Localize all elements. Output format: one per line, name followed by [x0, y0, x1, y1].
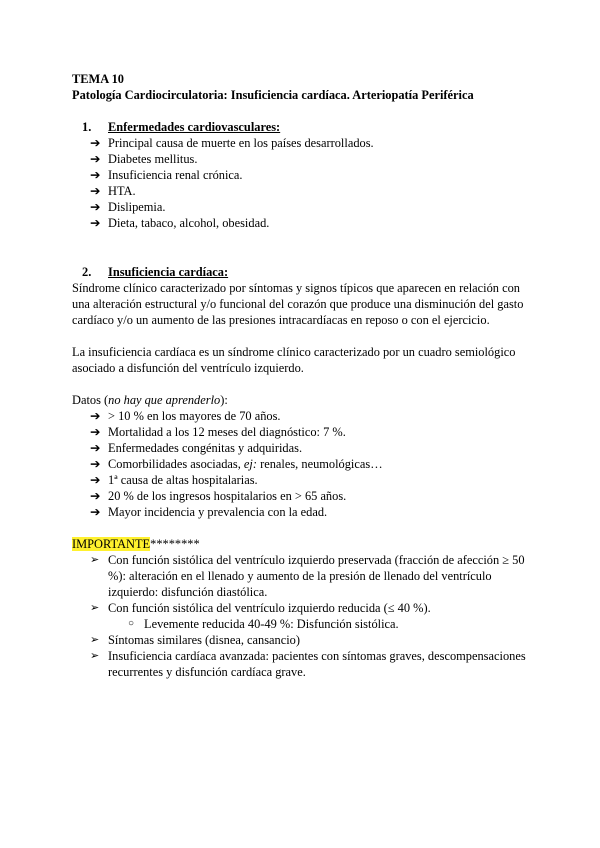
- arrow-right-icon: ➔: [90, 473, 101, 487]
- section-label: Insuficiencia cardíaca:: [108, 265, 229, 279]
- list-item: ➔ HTA.: [90, 184, 136, 198]
- arrow-right-icon: ➔: [90, 409, 101, 423]
- list-item: ➔ Dieta, tabaco, alcohol, obesidad.: [90, 216, 270, 230]
- list-item: ➢ Con función sistólica del ventrículo izquierdo reducida (≤ 40 %).: [90, 601, 431, 615]
- list-item: ➔ 20 % de los ingresos hospitalarios en > 65 años.: [90, 489, 347, 503]
- arrow-right-icon: ➔: [90, 216, 101, 230]
- section-number: 1.: [82, 120, 92, 134]
- list-item: ➔ 1ª causa de altas hospitalarias.: [90, 473, 258, 487]
- arrow-right-icon: ➔: [90, 489, 101, 503]
- document-title: TEMA 10: [72, 72, 124, 86]
- section-1-list: [72, 135, 532, 231]
- definition-paragraph: Síndrome clínico caracterizado por síntomas y signos típicos que aparecen en relación con una alteración estructural y/o funcional del corazón que produce una disminución del gasto cardíaco y/o un aumento de las presiones intracardíacas en reposo o con el ejercicio.: [72, 281, 524, 327]
- hollow-circle-bullet-icon: ○: [128, 618, 135, 629]
- important-stars: ********: [150, 537, 200, 551]
- arrow-right-icon: ➔: [90, 136, 101, 150]
- arrow-right-icon: ➔: [90, 200, 101, 214]
- triangle-bullet-icon: ➢: [90, 554, 100, 566]
- important-list: [72, 552, 532, 616]
- list-item: ➢ Con función sistólica del ventrículo izquierdo preservada (fracción de afección ≥ 50 %): alteración en el llenado y aumento de la presión de llenado del ventrículo izquierdo: disfunción diastólica.: [90, 553, 525, 599]
- list-item: ➔ Diabetes mellitus.: [90, 152, 198, 166]
- arrow-right-icon: ➔: [90, 425, 101, 439]
- section-label: Enfermedades cardiovasculares:: [108, 120, 281, 134]
- datos-heading: Datos (no hay que aprenderlo):: [72, 393, 228, 407]
- list-item: ➔ Mayor incidencia y prevalencia con la edad.: [90, 505, 328, 519]
- list-item: ➔ Mortalidad a los 12 meses del diagnóstico: 7 %.: [90, 425, 346, 439]
- list-item: ➔ Insuficiencia renal crónica.: [90, 168, 243, 182]
- datos-note: no hay que aprenderlo: [108, 393, 221, 407]
- triangle-bullet-icon: ➢: [90, 602, 100, 614]
- arrow-right-icon: ➔: [90, 505, 101, 519]
- list-item: ➢ Síntomas similares (disnea, cansancio): [90, 633, 301, 647]
- important-list-continued: [72, 632, 532, 680]
- document-subtitle: Patología Cardiocirculatoria: Insuficiencia cardíaca. Arteriopatía Periférica: [72, 88, 474, 102]
- list-item: ➔ Comorbilidades asociadas, ej: renales, neumológicas…: [90, 457, 383, 471]
- summary-paragraph: La insuficiencia cardíaca es un síndrome clínico caracterizado por un cuadro semiológico asociado a disfunción del ventrículo izquierdo.: [72, 345, 516, 375]
- arrow-right-icon: ➔: [90, 152, 101, 166]
- list-item: ➔ > 10 % en los mayores de 70 años.: [90, 409, 281, 423]
- triangle-bullet-icon: ➢: [90, 634, 100, 646]
- important-highlight: IMPORTANTE: [72, 537, 151, 551]
- section-1-heading: [72, 119, 532, 135]
- important-heading: [72, 536, 532, 552]
- list-item: ➔ Dislipemia.: [90, 200, 166, 214]
- list-item: ➔ Enfermedades congénitas y adquiridas.: [90, 441, 303, 455]
- arrow-right-icon: ➔: [90, 457, 101, 471]
- section-number: 2.: [82, 265, 92, 279]
- datos-list: [72, 408, 532, 520]
- section-2-heading: [72, 264, 532, 280]
- triangle-bullet-icon: ➢: [90, 650, 100, 662]
- document-page: [72, 71, 532, 680]
- important-sublist: [72, 616, 532, 632]
- list-item: ○ Levemente reducida 40-49 %: Disfunción sistólica.: [128, 617, 399, 631]
- list-item: ➢ Insuficiencia cardíaca avanzada: pacientes con síntomas graves, descompensaciones recurrentes y disfunción cardíaca grave.: [90, 649, 526, 679]
- arrow-right-icon: ➔: [90, 168, 101, 182]
- list-item: ➔ Principal causa de muerte en los países desarrollados.: [90, 136, 374, 150]
- arrow-right-icon: ➔: [90, 441, 101, 455]
- arrow-right-icon: ➔: [90, 184, 101, 198]
